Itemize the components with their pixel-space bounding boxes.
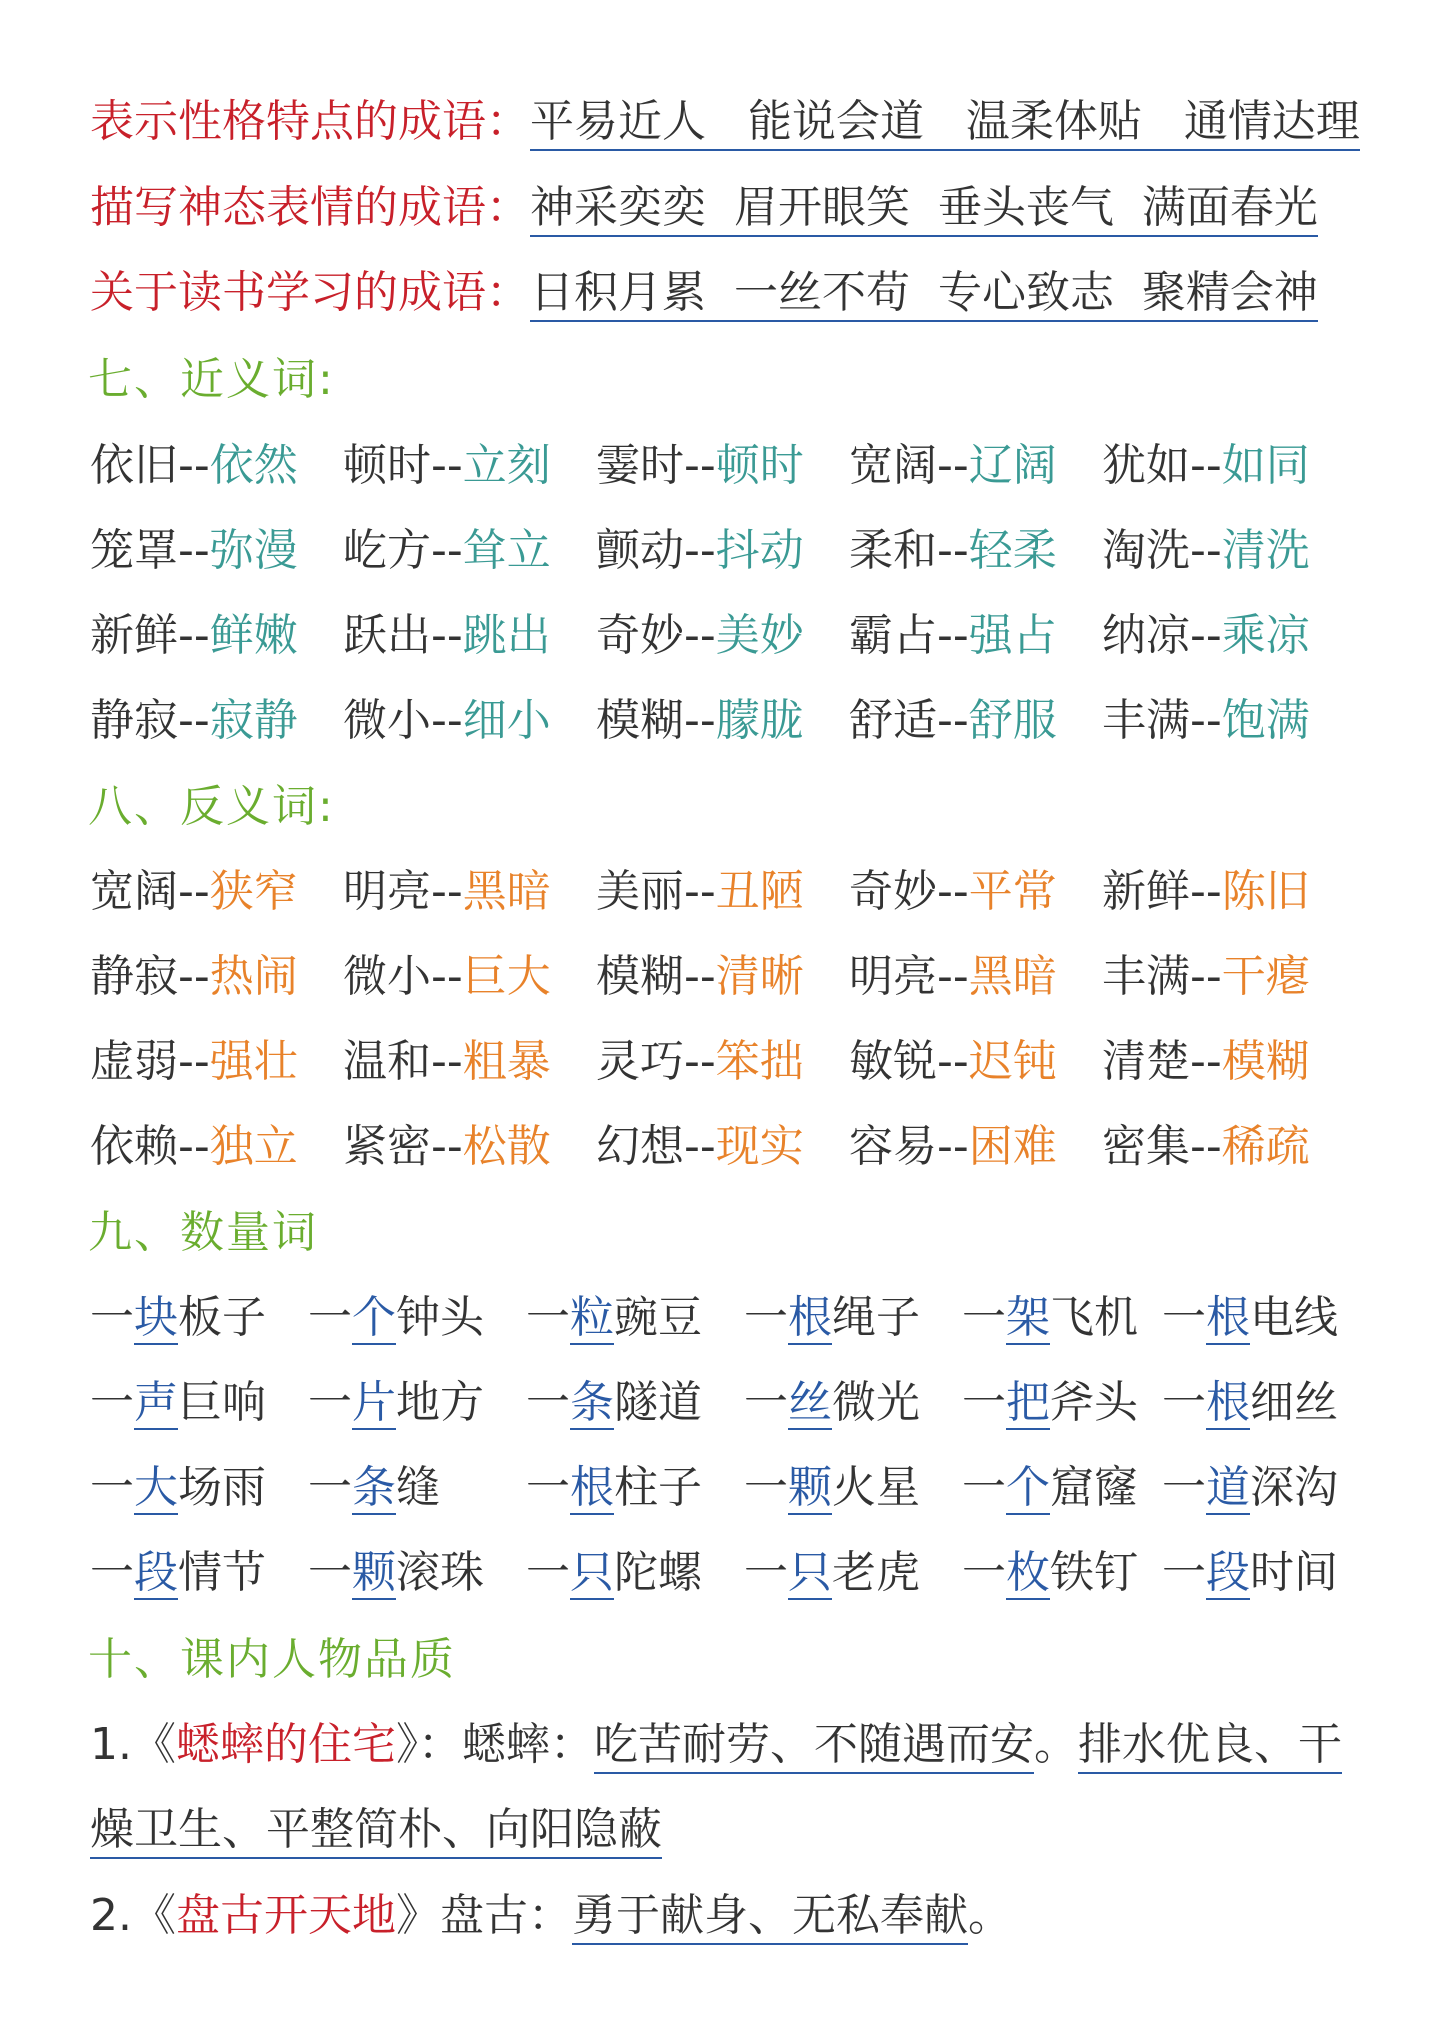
numeral: 一 — [526, 1377, 570, 1428]
related-word: 巨大 — [462, 951, 551, 1002]
word: 温和 — [343, 1036, 431, 1087]
word-pair — [1102, 1032, 1310, 1092]
word: 颤动 — [596, 525, 684, 576]
related-word: 辽阔 — [968, 440, 1057, 491]
related-word: 清晰 — [715, 951, 804, 1002]
classifier: 条 — [570, 1377, 614, 1428]
measure-word — [744, 1458, 920, 1518]
measure-word — [308, 1373, 484, 1433]
classifier: 段 — [1206, 1547, 1250, 1598]
dash-separator: -- — [178, 951, 210, 1002]
related-word: 困难 — [968, 1121, 1057, 1172]
word-pair — [90, 521, 298, 581]
idiom-row-2 — [90, 178, 1318, 238]
dash-separator: -- — [684, 525, 716, 576]
word-pair — [343, 606, 551, 666]
related-word: 乘凉 — [1221, 610, 1310, 661]
word: 灵巧 — [596, 1036, 684, 1087]
word: 丰满 — [1102, 695, 1190, 746]
word: 新鲜 — [90, 610, 178, 661]
numeral: 一 — [744, 1462, 788, 1513]
word-pair — [343, 1032, 551, 1092]
dash-separator: -- — [684, 1121, 716, 1172]
related-word: 清洗 — [1221, 525, 1310, 576]
word: 微小 — [343, 951, 431, 1002]
word-pair — [849, 436, 1057, 496]
measure-word — [526, 1373, 702, 1433]
related-word: 跳出 — [462, 610, 551, 661]
noun: 豌豆 — [614, 1292, 702, 1343]
dash-separator: -- — [431, 610, 463, 661]
word: 静寂 — [90, 695, 178, 746]
entry-quality: 吃苦耐劳、不随遇而安 — [594, 1719, 1034, 1774]
word-pair — [596, 1032, 804, 1092]
classifier: 条 — [352, 1462, 396, 1513]
word-pair — [343, 436, 551, 496]
word: 笼罩 — [90, 525, 178, 576]
dash-separator: -- — [178, 525, 210, 576]
word: 屹方 — [343, 525, 431, 576]
noun: 时间 — [1250, 1547, 1338, 1598]
word-pair — [90, 947, 298, 1007]
related-word: 鲜嫩 — [209, 610, 298, 661]
noun: 缝 — [396, 1462, 440, 1513]
word-pair — [90, 1117, 298, 1177]
word: 明亮 — [343, 866, 431, 917]
dash-separator: -- — [1190, 1121, 1222, 1172]
word-pair — [596, 606, 804, 666]
numeral: 一 — [744, 1547, 788, 1598]
noun: 铁钉 — [1050, 1547, 1138, 1598]
numeral: 一 — [308, 1377, 352, 1428]
measure-word — [90, 1288, 266, 1348]
classifier: 枚 — [1006, 1547, 1050, 1598]
related-word: 现实 — [715, 1121, 804, 1172]
classifier: 根 — [788, 1292, 832, 1343]
dash-separator: -- — [1190, 866, 1222, 917]
numeral: 一 — [526, 1292, 570, 1343]
noun: 飞机 — [1050, 1292, 1138, 1343]
related-word: 强壮 — [209, 1036, 298, 1087]
noun: 火星 — [832, 1462, 920, 1513]
classifier: 道 — [1206, 1462, 1250, 1513]
entry-subject: 盘古： — [439, 1890, 572, 1941]
measure-word — [308, 1288, 484, 1348]
word: 淘洗 — [1102, 525, 1190, 576]
measure-word — [526, 1543, 702, 1603]
noun: 电线 — [1250, 1292, 1338, 1343]
word: 紧密 — [343, 1121, 431, 1172]
numeral: 一 — [962, 1462, 1006, 1513]
dash-separator: -- — [431, 951, 463, 1002]
word: 宽阔 — [849, 440, 937, 491]
word: 顿时 — [343, 440, 431, 491]
idiom-value: 神采奕奕 眉开眼笑 垂头丧气 满面春光 — [530, 182, 1318, 237]
numeral: 一 — [962, 1377, 1006, 1428]
word-pair — [849, 606, 1057, 666]
dash-separator: -- — [1190, 440, 1222, 491]
measure-word — [1162, 1543, 1338, 1603]
book-close: 》 — [395, 1719, 418, 1770]
classifier: 个 — [352, 1292, 396, 1343]
dash-separator: -- — [937, 866, 969, 917]
related-word: 朦胧 — [715, 695, 804, 746]
word: 明亮 — [849, 951, 937, 1002]
entry-number: 1. — [90, 1719, 132, 1770]
numeral: 一 — [962, 1547, 1006, 1598]
dash-separator: -- — [937, 610, 969, 661]
related-word: 粗暴 — [462, 1036, 551, 1087]
idiom-label: 描写神态表情的成语： — [90, 182, 530, 233]
related-word: 依然 — [209, 440, 298, 491]
numeral: 一 — [308, 1547, 352, 1598]
classifier: 只 — [788, 1547, 832, 1598]
word: 霎时 — [596, 440, 684, 491]
related-word: 热闹 — [209, 951, 298, 1002]
noun: 隧道 — [614, 1377, 702, 1428]
related-word: 顿时 — [715, 440, 804, 491]
classifier: 段 — [134, 1547, 178, 1598]
word-pair — [343, 521, 551, 581]
character-entry-2 — [90, 1886, 1012, 1946]
dash-separator: -- — [684, 951, 716, 1002]
related-word: 抖动 — [715, 525, 804, 576]
word: 密集 — [1102, 1121, 1190, 1172]
numeral: 一 — [526, 1462, 570, 1513]
related-word: 平常 — [968, 866, 1057, 917]
numeral: 一 — [308, 1292, 352, 1343]
dash-separator: -- — [178, 1036, 210, 1087]
related-word: 独立 — [209, 1121, 298, 1172]
dash-separator: -- — [1190, 1036, 1222, 1087]
dash-separator: -- — [684, 866, 716, 917]
idiom-row-1 — [90, 92, 1360, 152]
related-word: 弥漫 — [209, 525, 298, 576]
dash-separator: -- — [178, 610, 210, 661]
word-pair — [90, 1032, 298, 1092]
word: 跃出 — [343, 610, 431, 661]
dash-separator: -- — [684, 440, 716, 491]
entry-quality-cont: 排水优良、干 — [1078, 1719, 1342, 1774]
word: 新鲜 — [1102, 866, 1190, 917]
classifier: 架 — [1006, 1292, 1050, 1343]
noun: 场雨 — [178, 1462, 266, 1513]
dash-separator: -- — [937, 1121, 969, 1172]
measure-word — [962, 1543, 1138, 1603]
word-pair — [849, 691, 1057, 751]
word-pair — [849, 1117, 1057, 1177]
word-pair — [90, 606, 298, 666]
classifier: 颗 — [788, 1462, 832, 1513]
idiom-value: 日积月累 一丝不苟 专心致志 聚精会神 — [530, 267, 1318, 322]
numeral: 一 — [308, 1462, 352, 1513]
classifier: 大 — [134, 1462, 178, 1513]
dash-separator: -- — [1190, 695, 1222, 746]
related-word: 丑陋 — [715, 866, 804, 917]
related-word: 寂静 — [209, 695, 298, 746]
measure-word — [526, 1458, 702, 1518]
dash-separator: -- — [1190, 610, 1222, 661]
dash-separator: -- — [937, 951, 969, 1002]
classifier: 根 — [1206, 1377, 1250, 1428]
noun: 微光 — [832, 1377, 920, 1428]
measure-word — [90, 1373, 266, 1433]
word-pair — [343, 947, 551, 1007]
measure-word — [1162, 1458, 1338, 1518]
entry-end: 。 — [967, 1890, 1012, 1941]
character-entry-1-cont — [90, 1800, 662, 1860]
word-pair — [343, 1117, 551, 1177]
related-word: 强占 — [968, 610, 1057, 661]
measure-word — [1162, 1373, 1338, 1433]
noun: 细丝 — [1250, 1377, 1338, 1428]
idiom-value: 平易近人 能说会道 温柔体贴 通情达理 — [530, 96, 1360, 151]
related-word: 陈旧 — [1221, 866, 1310, 917]
classifier: 颗 — [352, 1547, 396, 1598]
related-word: 如同 — [1221, 440, 1310, 491]
word: 柔和 — [849, 525, 937, 576]
numeral: 一 — [526, 1547, 570, 1598]
character-entry-1 — [90, 1715, 1342, 1775]
related-word: 黑暗 — [462, 866, 551, 917]
noun: 情节 — [178, 1547, 266, 1598]
word-pair — [849, 1032, 1057, 1092]
measure-word — [526, 1288, 702, 1348]
classifier: 根 — [570, 1462, 614, 1513]
dash-separator: -- — [684, 695, 716, 746]
book-open: 《 — [131, 1719, 176, 1770]
classifier: 只 — [570, 1547, 614, 1598]
measure-words-heading: 九、数量词 — [88, 1207, 318, 1258]
noun: 钟头 — [396, 1292, 484, 1343]
dash-separator: -- — [178, 866, 210, 917]
numeral: 一 — [1162, 1462, 1206, 1513]
noun: 柱子 — [614, 1462, 702, 1513]
noun: 窟窿 — [1050, 1462, 1138, 1513]
word: 清楚 — [1102, 1036, 1190, 1087]
dash-separator: -- — [684, 1036, 716, 1087]
related-word: 耸立 — [462, 525, 551, 576]
word-pair — [90, 862, 298, 922]
numeral: 一 — [90, 1462, 134, 1513]
word-pair — [849, 521, 1057, 581]
classifier: 把 — [1006, 1377, 1050, 1428]
measure-word — [308, 1543, 484, 1603]
word-pair — [343, 862, 551, 922]
related-word: 狭窄 — [209, 866, 298, 917]
classifier: 粒 — [570, 1292, 614, 1343]
word: 敏锐 — [849, 1036, 937, 1087]
measure-word — [90, 1458, 266, 1518]
word-pair — [90, 691, 298, 751]
classifier: 丝 — [788, 1377, 832, 1428]
noun: 绳子 — [832, 1292, 920, 1343]
word: 奇妙 — [596, 610, 684, 661]
dash-separator: -- — [431, 1036, 463, 1087]
numeral: 一 — [1162, 1377, 1206, 1428]
numeral: 一 — [744, 1377, 788, 1428]
word-pair — [596, 1117, 804, 1177]
related-word: 迟钝 — [968, 1036, 1057, 1087]
word: 模糊 — [596, 951, 684, 1002]
classifier: 个 — [1006, 1462, 1050, 1513]
related-word: 美妙 — [715, 610, 804, 661]
entry-period: 。 — [1033, 1719, 1078, 1770]
word-pair — [1102, 862, 1310, 922]
dash-separator: -- — [431, 1121, 463, 1172]
noun: 板子 — [178, 1292, 266, 1343]
dash-separator: -- — [1190, 525, 1222, 576]
dash-separator: -- — [431, 440, 463, 491]
related-word: 干瘪 — [1221, 951, 1310, 1002]
measure-word — [744, 1288, 920, 1348]
idiom-row-3 — [90, 263, 1318, 323]
noun: 斧头 — [1050, 1377, 1138, 1428]
word: 霸占 — [849, 610, 937, 661]
related-word: 立刻 — [462, 440, 551, 491]
idiom-label: 关于读书学习的成语： — [90, 267, 530, 318]
noun: 巨响 — [178, 1377, 266, 1428]
entry-number: 2. — [90, 1890, 132, 1941]
numeral: 一 — [962, 1292, 1006, 1343]
entry-quality: 勇于献身、无私奉献 — [572, 1890, 968, 1945]
numeral: 一 — [744, 1292, 788, 1343]
entry-quality-line2: 燥卫生、平整简朴、向阳隐蔽 — [90, 1804, 662, 1859]
word-pair — [596, 521, 804, 581]
word: 容易 — [849, 1121, 937, 1172]
measure-word — [962, 1373, 1138, 1433]
word-pair — [90, 436, 298, 496]
related-word: 笨拙 — [715, 1036, 804, 1087]
numeral: 一 — [90, 1547, 134, 1598]
numeral: 一 — [90, 1377, 134, 1428]
word: 幻想 — [596, 1121, 684, 1172]
related-word: 松散 — [462, 1121, 551, 1172]
word-pair — [1102, 521, 1310, 581]
word: 丰满 — [1102, 951, 1190, 1002]
word: 纳凉 — [1102, 610, 1190, 661]
related-word: 细小 — [462, 695, 551, 746]
word-pair — [596, 862, 804, 922]
word: 模糊 — [596, 695, 684, 746]
measure-word — [308, 1458, 440, 1518]
word: 微小 — [343, 695, 431, 746]
word-pair — [849, 947, 1057, 1007]
word-pair — [1102, 606, 1310, 666]
related-word: 稀疏 — [1221, 1121, 1310, 1172]
measure-word — [90, 1543, 266, 1603]
classifier: 片 — [352, 1377, 396, 1428]
measure-word — [962, 1458, 1138, 1518]
book-open: 《 — [131, 1890, 176, 1941]
dash-separator: -- — [431, 866, 463, 917]
dash-separator: -- — [178, 695, 210, 746]
noun: 陀螺 — [614, 1547, 702, 1598]
noun: 滚珠 — [396, 1547, 484, 1598]
synonyms-heading: 七、近义词: — [88, 354, 335, 405]
classifier: 根 — [1206, 1292, 1250, 1343]
word-pair — [849, 862, 1057, 922]
noun: 深沟 — [1250, 1462, 1338, 1513]
word: 舒适 — [849, 695, 937, 746]
dash-separator: -- — [178, 1121, 210, 1172]
measure-word — [1162, 1288, 1338, 1348]
measure-word — [962, 1288, 1138, 1348]
dash-separator: -- — [937, 525, 969, 576]
word-pair — [596, 436, 804, 496]
related-word: 模糊 — [1221, 1036, 1310, 1087]
entry-subject: ：蟋蟀： — [417, 1719, 594, 1770]
dash-separator: -- — [178, 440, 210, 491]
word-pair — [1102, 1117, 1310, 1177]
measure-word — [744, 1543, 920, 1603]
related-word: 饱满 — [1221, 695, 1310, 746]
book-close: 》 — [395, 1890, 440, 1941]
antonyms-heading: 八、反义词: — [88, 781, 335, 832]
word-pair — [1102, 691, 1310, 751]
word: 依旧 — [90, 440, 178, 491]
word: 虚弱 — [90, 1036, 178, 1087]
word: 犹如 — [1102, 440, 1190, 491]
related-word: 舒服 — [968, 695, 1057, 746]
measure-word — [744, 1373, 920, 1433]
lesson-title: 蟋蟀的住宅 — [175, 1719, 396, 1770]
word-pair — [1102, 947, 1310, 1007]
idiom-label: 表示性格特点的成语： — [90, 96, 530, 147]
dash-separator: -- — [431, 525, 463, 576]
numeral: 一 — [1162, 1292, 1206, 1343]
characters-heading: 十、课内人物品质 — [88, 1634, 456, 1685]
dash-separator: -- — [937, 695, 969, 746]
related-word: 轻柔 — [968, 525, 1057, 576]
noun: 老虎 — [832, 1547, 920, 1598]
word: 奇妙 — [849, 866, 937, 917]
dash-separator: -- — [937, 440, 969, 491]
word: 美丽 — [596, 866, 684, 917]
word: 宽阔 — [90, 866, 178, 917]
related-word: 黑暗 — [968, 951, 1057, 1002]
dash-separator: -- — [1190, 951, 1222, 1002]
word: 依赖 — [90, 1121, 178, 1172]
numeral: 一 — [1162, 1547, 1206, 1598]
word-pair — [596, 947, 804, 1007]
dash-separator: -- — [684, 610, 716, 661]
classifier: 块 — [134, 1292, 178, 1343]
lesson-title: 盘古开天地 — [175, 1890, 396, 1941]
word: 静寂 — [90, 951, 178, 1002]
dash-separator: -- — [937, 1036, 969, 1087]
word-pair — [1102, 436, 1310, 496]
numeral: 一 — [90, 1292, 134, 1343]
word-pair — [596, 691, 804, 751]
dash-separator: -- — [431, 695, 463, 746]
noun: 地方 — [396, 1377, 484, 1428]
classifier: 声 — [134, 1377, 178, 1428]
word-pair — [343, 691, 551, 751]
